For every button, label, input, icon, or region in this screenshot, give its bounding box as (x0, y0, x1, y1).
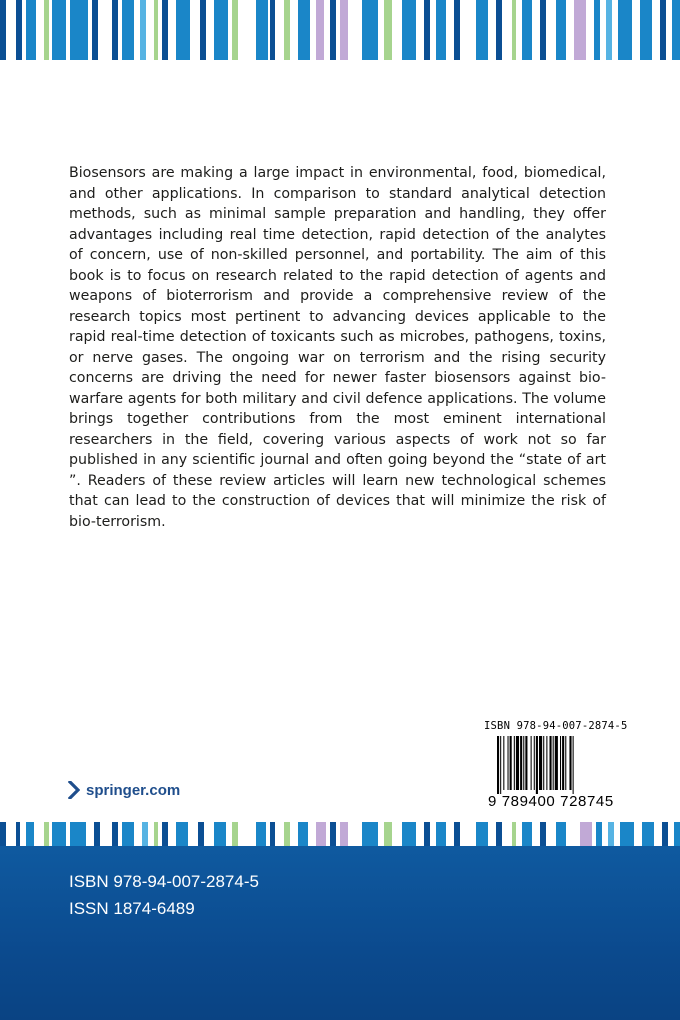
stripe (340, 0, 348, 60)
stripe (596, 822, 602, 846)
stripe (198, 822, 204, 846)
stripe (556, 822, 566, 846)
stripe (522, 0, 532, 60)
stripe (362, 822, 378, 846)
stripe (122, 0, 134, 60)
stripe (608, 822, 614, 846)
footer-panel (0, 846, 680, 1020)
stripe (270, 0, 275, 60)
stripe (214, 822, 226, 846)
barcode-icon (497, 736, 597, 794)
stripe (556, 0, 566, 60)
stripe (330, 822, 336, 846)
stripe (316, 822, 326, 846)
stripe (162, 822, 168, 846)
stripe (92, 0, 98, 60)
stripe (232, 0, 238, 60)
stripe (52, 0, 66, 60)
barcode-block (480, 718, 628, 828)
stripe (672, 0, 680, 60)
stripe (176, 822, 188, 846)
mid-stripe-band (0, 822, 680, 846)
stripe (618, 0, 632, 60)
stripe (44, 0, 49, 60)
stripe (162, 0, 168, 60)
stripe (112, 0, 118, 60)
stripe (298, 822, 308, 846)
stripe (0, 0, 6, 60)
stripe (154, 822, 158, 846)
stripe (176, 0, 190, 60)
stripe (44, 822, 49, 846)
publisher-link[interactable] (68, 779, 180, 801)
stripe (424, 0, 430, 60)
stripe (142, 822, 148, 846)
stripe (256, 822, 266, 846)
barcode-ean-digits: 9 789400 728745 (488, 793, 614, 810)
stripe (140, 0, 146, 60)
stripe (256, 0, 268, 60)
stripe (574, 0, 586, 60)
stripe (298, 0, 310, 60)
stripe (402, 822, 416, 846)
stripe (284, 822, 290, 846)
top-stripe-band (0, 0, 680, 60)
stripe (512, 822, 516, 846)
stripe (16, 822, 20, 846)
stripe (26, 822, 34, 846)
stripe (384, 822, 392, 846)
stripe (674, 822, 680, 846)
stripe (16, 0, 22, 60)
stripe (284, 0, 290, 60)
stripe (200, 0, 206, 60)
stripe (316, 0, 324, 60)
stripe (540, 822, 546, 846)
stripe (642, 822, 654, 846)
stripe (454, 0, 460, 60)
stripe (496, 0, 502, 60)
stripe (112, 822, 118, 846)
stripe (580, 822, 592, 846)
stripe (270, 822, 275, 846)
stripe (330, 0, 336, 60)
stripe (94, 822, 100, 846)
stripe (340, 822, 348, 846)
stripe (662, 822, 668, 846)
stripe (620, 822, 634, 846)
stripe (52, 822, 66, 846)
stripe (640, 0, 652, 60)
stripe (436, 822, 446, 846)
stripe (0, 822, 6, 846)
stripe (214, 0, 228, 60)
stripe (26, 0, 36, 60)
stripe (70, 822, 86, 846)
stripe (476, 0, 488, 60)
barcode-isbn-label: ISBN 978-94-007-2874-5 (484, 720, 628, 732)
back-cover-blurb: Biosensors are making a large impact in environmental, food, biomedical, and other applications. In comparison to standard analytical detection methods, such as minimal sample preparation and handling, they offer advantages including real time detection, rapid detection of the analytes of concern, use of non-skilled personnel, and portability. The aim of this book is to focus on research related to the rapid detection of agents and weapons of bioterrorism and provide a comprehensive review of the research topics most pertinent to advancing devices applicable to the rapid real-time detection of toxicants such as microbes, pathogens, toxins, or nerve gases. The ongoing war on terrorism and the rising security concerns are driving the need for newer faster biosensors against bio-warfare agents for both military and civil defence applications. The volume brings together contributions from the most eminent international researchers in the field, covering various aspects of work not so far published in any scientific journal and often going beyond the “state of art ”. Readers of these review articles will learn new technological schemes that can lead to the construction of devices that will minimize the risk of bio-terrorism. (69, 165, 606, 530)
stripe (540, 0, 546, 60)
stripe (232, 822, 238, 846)
stripe (476, 822, 488, 846)
stripe (424, 822, 430, 846)
stripe (122, 822, 134, 846)
stripe (594, 0, 600, 60)
stripe (154, 0, 158, 60)
stripe (384, 0, 392, 60)
stripe (402, 0, 416, 60)
stripe (660, 0, 666, 60)
stripe (606, 0, 612, 60)
stripe (522, 822, 532, 846)
footer-issn: ISSN 1874-6489 (69, 899, 195, 918)
stripe (436, 0, 446, 60)
chevron-right-icon (68, 781, 80, 799)
stripe (454, 822, 460, 846)
footer-isbn: ISBN 978-94-007-2874-5 (69, 872, 259, 891)
stripe (362, 0, 378, 60)
stripe (70, 0, 88, 60)
stripe (496, 822, 502, 846)
stripe (512, 0, 516, 60)
publisher-website: springer.com (86, 781, 181, 799)
